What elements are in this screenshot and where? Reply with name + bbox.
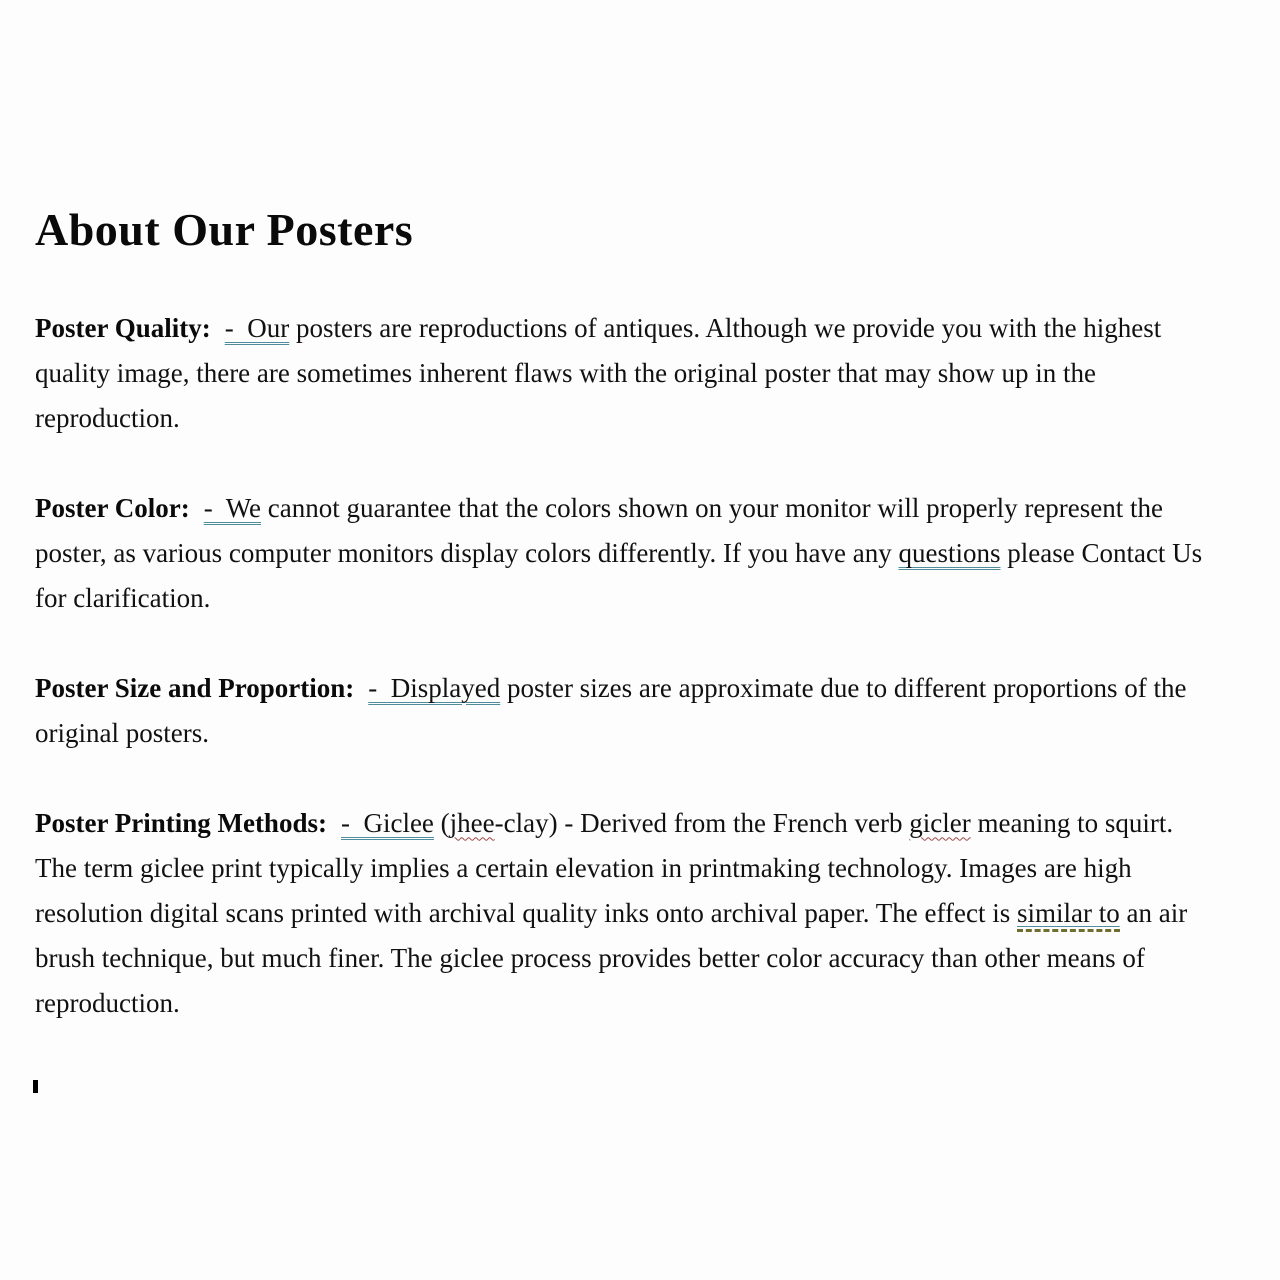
poster-size-body: poster sizes are approximate due to different proportions of the original posters. [35, 673, 1194, 749]
section-poster-quality [35, 306, 1207, 441]
section-poster-color [35, 486, 1207, 621]
poster-printing-body-2: -clay) - Derived from the French verb [494, 808, 910, 839]
poster-quality-body: posters are reproductions of antiques. Although we provide you with the highest quality image, there are sometimes inherent flaws with the original poster that may show up in the reproduction. [35, 313, 1169, 434]
text-cursor [33, 1080, 38, 1093]
misspelled-word-gicler: gicler [909, 808, 971, 839]
poster-printing-link[interactable]: - Giclee [340, 808, 434, 839]
poster-color-body-1: cannot guarantee that the colors shown on your monitor will properly represent the poster, as various computer monitors display colors differently. If you have any [35, 493, 1170, 569]
poster-quality-heading: Poster Quality: [35, 313, 211, 344]
section-poster-size [35, 666, 1207, 756]
poster-printing-body-1: ( [433, 808, 450, 839]
questions-link[interactable]: questions [898, 538, 1001, 569]
poster-size-link[interactable]: - Displayed [368, 673, 501, 704]
poster-quality-link[interactable]: - Our [224, 313, 290, 344]
poster-printing-body-3: meaning to squirt. The term giclee print typically implies a certain elevation in printmaking technology. Images are high resolution digital scans printed with archival quality inks onto archival paper. The effect is [35, 808, 1180, 929]
poster-printing-body-4: an air brush technique, but much finer. The giclee process provides better color accuracy than other means of reproduction. [35, 898, 1194, 1019]
section-poster-printing [35, 801, 1207, 1026]
poster-color-body-2: please Contact Us for clarification. [35, 538, 1209, 614]
grammar-marked-phrase[interactable]: similar to [1017, 898, 1120, 932]
poster-color-heading: Poster Color: [35, 493, 190, 524]
poster-size-heading: Poster Size and Proportion: [35, 673, 355, 704]
document-page [35, 0, 1207, 1071]
page-title: About Our Posters [35, 204, 414, 255]
poster-color-link[interactable]: - We [203, 493, 262, 524]
poster-printing-heading: Poster Printing Methods: [35, 808, 327, 839]
misspelled-word-jhee: jhee [449, 808, 495, 839]
